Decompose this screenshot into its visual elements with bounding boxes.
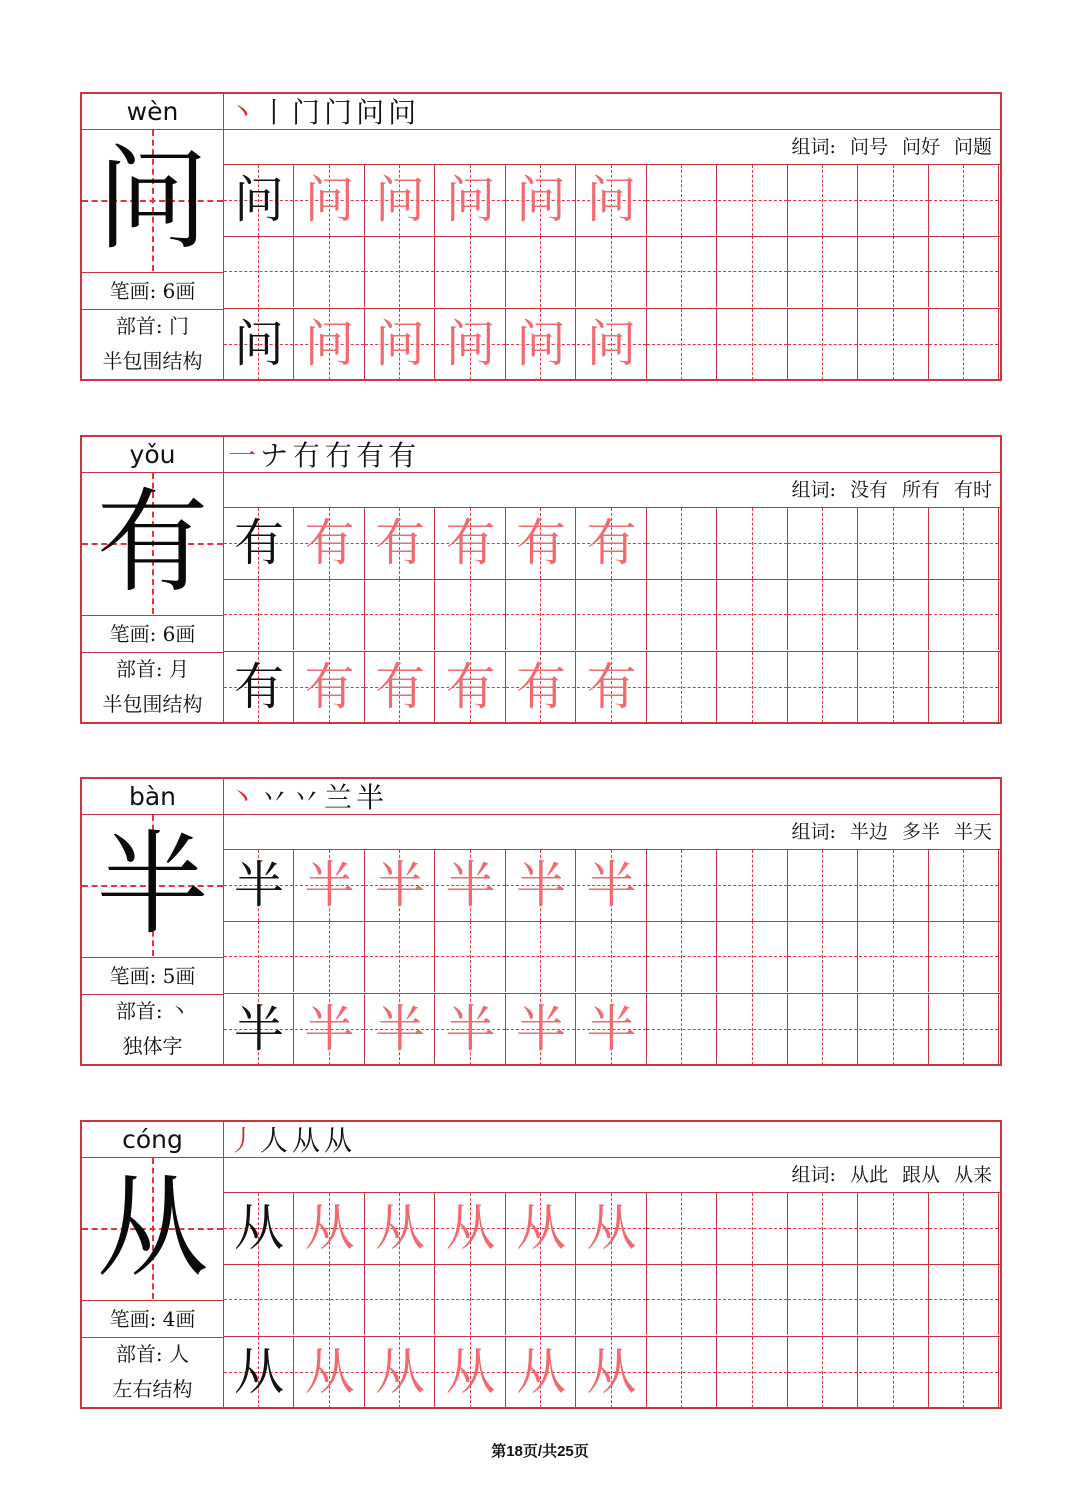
practice-cell[interactable] — [859, 236, 929, 307]
practice-cell[interactable] — [436, 236, 506, 307]
practice-cell[interactable] — [295, 850, 365, 921]
practice-cell[interactable] — [436, 1264, 506, 1335]
practice-cell[interactable] — [788, 994, 858, 1065]
practice-cell[interactable] — [859, 165, 929, 236]
trace-character: 半 — [445, 1000, 496, 1058]
trace-character: 从 — [375, 1343, 425, 1401]
practice-cell[interactable] — [859, 1337, 929, 1408]
trace-character: 半 — [304, 856, 355, 914]
practice-cell[interactable] — [859, 579, 929, 650]
practice-cell[interactable] — [859, 1193, 929, 1264]
model-character: 有 — [96, 478, 209, 608]
practice-cell[interactable] — [577, 921, 647, 992]
practice-cell[interactable] — [929, 165, 999, 236]
stroke-step: 丷 — [260, 781, 291, 814]
model-character-cell — [82, 1158, 223, 1299]
practice-cell[interactable] — [718, 652, 788, 723]
trace-character: 问 — [516, 171, 566, 229]
trace-character: 半 — [304, 1000, 355, 1058]
trace-character: 问 — [304, 315, 355, 373]
character-info-panel — [82, 779, 224, 1064]
stroke-step: 人 — [260, 1124, 291, 1157]
practice-cell[interactable] — [365, 165, 435, 236]
trace-character: 有 — [516, 658, 566, 716]
character-info-panel — [82, 437, 224, 722]
practice-cell[interactable] — [295, 165, 365, 236]
pinyin: bàn — [82, 779, 223, 815]
practice-area — [224, 94, 1000, 379]
practice-cell[interactable] — [718, 994, 788, 1065]
practice-cell[interactable] — [224, 850, 294, 921]
practice-cell[interactable] — [295, 236, 365, 307]
trace-character: 从 — [445, 1343, 496, 1401]
practice-cell[interactable] — [929, 652, 999, 723]
practice-model-character: 从 — [234, 1199, 284, 1257]
stroke-count: 笔画: 5画 — [82, 957, 223, 995]
trace-character: 有 — [586, 658, 637, 716]
practice-cell[interactable] — [859, 652, 929, 723]
practice-cell[interactable] — [295, 994, 365, 1065]
model-character-cell — [82, 130, 223, 271]
trace-character: 从 — [516, 1343, 566, 1401]
practice-cell[interactable] — [295, 1193, 365, 1264]
stroke-step: 从 — [292, 1124, 323, 1157]
stroke-count: 笔画: 6画 — [82, 272, 223, 310]
practice-cell[interactable] — [577, 1337, 647, 1408]
trace-character: 从 — [516, 1199, 566, 1257]
model-character-cell — [82, 473, 223, 614]
practice-cell[interactable] — [365, 1337, 435, 1408]
practice-cell[interactable] — [647, 236, 717, 307]
practice-cell[interactable] — [788, 1193, 858, 1264]
practice-cell[interactable] — [577, 508, 647, 579]
practice-model-character: 半 — [234, 856, 284, 914]
practice-grid — [224, 651, 1000, 723]
trace-character: 半 — [375, 856, 425, 914]
practice-cell[interactable] — [577, 1193, 647, 1264]
practice-cell[interactable] — [859, 921, 929, 992]
practice-cell[interactable] — [295, 579, 365, 650]
model-character: 从 — [96, 1163, 209, 1293]
practice-model-character: 问 — [234, 171, 284, 229]
practice-model-character: 从 — [234, 1343, 284, 1401]
practice-cell[interactable] — [506, 921, 576, 992]
practice-cell[interactable] — [436, 1193, 506, 1264]
practice-cell[interactable] — [788, 652, 858, 723]
practice-grid — [224, 308, 1000, 380]
structure: 左右结构 — [112, 1377, 193, 1401]
words-label: 组词: — [791, 136, 836, 158]
practice-cell[interactable] — [506, 850, 576, 921]
practice-cell[interactable] — [577, 1264, 647, 1335]
practice-cell[interactable] — [295, 309, 365, 380]
practice-cell[interactable] — [365, 236, 435, 307]
example-word: 多半 — [901, 821, 940, 843]
practice-cell[interactable] — [788, 508, 858, 579]
stroke-step: 一 — [228, 439, 259, 472]
practice-cell[interactable] — [929, 1193, 999, 1264]
practice-cell[interactable] — [224, 1337, 294, 1408]
trace-character: 半 — [586, 856, 637, 914]
stroke-step: 有 — [356, 439, 387, 472]
practice-cell[interactable] — [647, 994, 717, 1065]
example-word: 问好 — [901, 136, 940, 158]
pinyin: wèn — [82, 94, 223, 130]
practice-cell[interactable] — [224, 1264, 294, 1335]
practice-cell[interactable] — [577, 236, 647, 307]
trace-character: 问 — [445, 315, 496, 373]
practice-cell[interactable] — [647, 921, 717, 992]
practice-cell[interactable] — [365, 652, 435, 723]
practice-cell[interactable] — [295, 1264, 365, 1335]
practice-cell[interactable] — [506, 1337, 576, 1408]
stroke-step: 门 — [324, 96, 355, 129]
example-word: 半边 — [849, 821, 888, 843]
practice-cell[interactable] — [718, 1193, 788, 1264]
practice-cell[interactable] — [365, 850, 435, 921]
trace-character: 问 — [304, 171, 355, 229]
trace-character: 有 — [304, 514, 355, 572]
practice-cell[interactable] — [506, 994, 576, 1065]
word-examples — [224, 129, 1000, 165]
practice-cell[interactable] — [224, 652, 294, 723]
practice-cell[interactable] — [788, 309, 858, 380]
practice-cell[interactable] — [718, 165, 788, 236]
example-word: 半天 — [953, 821, 992, 843]
practice-area — [224, 1122, 1000, 1407]
stroke-step: 有 — [388, 439, 419, 472]
practice-cell[interactable] — [295, 508, 365, 579]
practice-cell[interactable] — [718, 850, 788, 921]
practice-cell[interactable] — [365, 1264, 435, 1335]
practice-cell[interactable] — [577, 994, 647, 1065]
practice-cell[interactable] — [436, 921, 506, 992]
trace-character: 有 — [304, 658, 355, 716]
words-label: 组词: — [791, 1164, 836, 1186]
practice-cell[interactable] — [929, 1337, 999, 1408]
trace-character: 有 — [375, 658, 425, 716]
practice-cell[interactable] — [506, 508, 576, 579]
word-examples — [224, 1157, 1000, 1193]
stroke-order — [228, 437, 420, 472]
practice-cell[interactable] — [929, 309, 999, 380]
words-label: 组词: — [791, 821, 836, 843]
practice-cell[interactable] — [929, 994, 999, 1065]
structure: 半包围结构 — [102, 349, 203, 373]
trace-character: 半 — [375, 1000, 425, 1058]
character-block — [80, 1120, 1002, 1409]
stroke-count: 笔画: 6画 — [82, 615, 223, 653]
practice-cell[interactable] — [436, 652, 506, 723]
practice-cell[interactable] — [577, 165, 647, 236]
practice-cell[interactable] — [929, 508, 999, 579]
character-block — [80, 777, 1002, 1066]
example-word: 跟从 — [901, 1164, 940, 1186]
trace-character: 问 — [445, 171, 496, 229]
word-examples — [224, 472, 1000, 508]
radical: 部首: 门 — [115, 314, 190, 338]
practice-cell[interactable] — [436, 508, 506, 579]
trace-character: 有 — [375, 514, 425, 572]
practice-cell[interactable] — [647, 508, 717, 579]
practice-cell[interactable] — [506, 652, 576, 723]
stroke-step: 丿 — [228, 1124, 259, 1157]
stroke-step: 半 — [356, 781, 387, 814]
stroke-step: 问 — [356, 96, 387, 129]
word-examples — [224, 814, 1000, 850]
example-word: 有时 — [953, 479, 992, 501]
practice-cell[interactable] — [506, 236, 576, 307]
practice-cell[interactable] — [436, 309, 506, 380]
practice-cell[interactable] — [718, 921, 788, 992]
practice-cell[interactable] — [577, 652, 647, 723]
practice-cell[interactable] — [647, 1337, 717, 1408]
example-word: 没有 — [849, 479, 888, 501]
practice-cell[interactable] — [859, 850, 929, 921]
stroke-order — [228, 779, 388, 814]
practice-cell[interactable] — [224, 508, 294, 579]
trace-character: 从 — [586, 1199, 637, 1257]
pinyin: yǒu — [82, 437, 223, 473]
model-character: 半 — [96, 820, 209, 950]
practice-cell[interactable] — [788, 165, 858, 236]
stroke-step: 问 — [388, 96, 419, 129]
practice-cell[interactable] — [859, 309, 929, 380]
trace-character: 问 — [375, 315, 425, 373]
example-word: 所有 — [901, 479, 940, 501]
practice-cell[interactable] — [859, 1264, 929, 1335]
stroke-order — [228, 94, 420, 129]
trace-character: 从 — [304, 1343, 355, 1401]
example-word: 问题 — [953, 136, 992, 158]
trace-character: 有 — [586, 514, 637, 572]
practice-cell[interactable] — [647, 1193, 717, 1264]
practice-cell[interactable] — [224, 994, 294, 1065]
model-character-cell — [82, 815, 223, 956]
stroke-step: 丨 — [260, 96, 291, 129]
practice-cell[interactable] — [718, 1337, 788, 1408]
practice-cell[interactable] — [788, 850, 858, 921]
practice-cell[interactable] — [859, 994, 929, 1065]
trace-character: 问 — [516, 315, 566, 373]
practice-cell[interactable] — [718, 309, 788, 380]
practice-model-character: 有 — [234, 514, 284, 572]
trace-character: 有 — [445, 658, 496, 716]
practice-cell[interactable] — [224, 579, 294, 650]
example-word: 从此 — [849, 1164, 888, 1186]
character-info-panel — [82, 1122, 224, 1407]
practice-cell[interactable] — [295, 921, 365, 992]
practice-cell[interactable] — [224, 1193, 294, 1264]
practice-cell[interactable] — [365, 994, 435, 1065]
trace-character: 从 — [375, 1199, 425, 1257]
radical: 部首: 丶 — [115, 999, 190, 1023]
structure: 半包围结构 — [102, 692, 203, 716]
practice-cell[interactable] — [929, 1264, 999, 1335]
stroke-step: 兰 — [324, 781, 355, 814]
trace-character: 半 — [586, 1000, 637, 1058]
trace-character: 有 — [445, 514, 496, 572]
practice-cell[interactable] — [788, 1264, 858, 1335]
practice-area — [224, 437, 1000, 722]
practice-cell[interactable] — [436, 994, 506, 1065]
trace-character: 半 — [516, 1000, 566, 1058]
practice-model-character: 半 — [234, 1000, 284, 1058]
practice-cell[interactable] — [577, 309, 647, 380]
character-info-panel — [82, 94, 224, 379]
practice-cell[interactable] — [224, 236, 294, 307]
stroke-step: 丶 — [228, 781, 259, 814]
practice-cell[interactable] — [788, 1337, 858, 1408]
practice-cell[interactable] — [436, 579, 506, 650]
practice-area — [224, 779, 1000, 1064]
stroke-count: 笔画: 4画 — [82, 1300, 223, 1338]
pinyin: cóng — [82, 1122, 223, 1158]
practice-cell[interactable] — [506, 579, 576, 650]
practice-cell[interactable] — [224, 165, 294, 236]
page-number: 第18页/共25页 — [491, 1443, 589, 1460]
practice-cell[interactable] — [647, 1264, 717, 1335]
practice-cell[interactable] — [929, 236, 999, 307]
practice-cell[interactable] — [506, 1193, 576, 1264]
practice-cell[interactable] — [365, 921, 435, 992]
stroke-step: 从 — [324, 1124, 355, 1157]
character-block — [80, 92, 1002, 381]
practice-grid — [224, 1336, 1000, 1408]
practice-cell[interactable] — [718, 579, 788, 650]
practice-grid — [224, 850, 1000, 992]
practice-cell[interactable] — [506, 309, 576, 380]
practice-grid — [224, 165, 1000, 307]
stroke-order — [228, 1122, 356, 1157]
practice-grid — [224, 993, 1000, 1065]
practice-model-character: 问 — [234, 315, 284, 373]
practice-cell[interactable] — [436, 850, 506, 921]
practice-cell[interactable] — [788, 579, 858, 650]
practice-cell[interactable] — [224, 921, 294, 992]
practice-cell[interactable] — [647, 309, 717, 380]
practice-cell[interactable] — [365, 508, 435, 579]
trace-character: 有 — [516, 514, 566, 572]
practice-grid — [224, 1193, 1000, 1335]
practice-cell[interactable] — [295, 1337, 365, 1408]
stroke-step: 冇 — [324, 439, 355, 472]
practice-cell[interactable] — [436, 1337, 506, 1408]
stroke-step: 丶 — [228, 96, 259, 129]
practice-cell[interactable] — [365, 309, 435, 380]
practice-grid — [224, 508, 1000, 650]
stroke-step: 丷 — [292, 781, 323, 814]
radical: 部首: 人 — [115, 1342, 190, 1366]
practice-cell[interactable] — [647, 850, 717, 921]
trace-character: 问 — [586, 315, 637, 373]
practice-cell[interactable] — [436, 165, 506, 236]
practice-cell[interactable] — [929, 579, 999, 650]
practice-cell[interactable] — [718, 1264, 788, 1335]
trace-character: 半 — [516, 856, 566, 914]
trace-character: 半 — [445, 856, 496, 914]
practice-cell[interactable] — [224, 309, 294, 380]
practice-cell[interactable] — [718, 236, 788, 307]
practice-cell[interactable] — [929, 850, 999, 921]
practice-cell[interactable] — [295, 652, 365, 723]
practice-cell[interactable] — [647, 652, 717, 723]
practice-cell[interactable] — [647, 165, 717, 236]
practice-cell[interactable] — [647, 579, 717, 650]
example-word: 从来 — [953, 1164, 992, 1186]
practice-cell[interactable] — [718, 508, 788, 579]
model-character: 问 — [96, 135, 209, 265]
practice-cell[interactable] — [859, 508, 929, 579]
radical: 部首: 月 — [115, 657, 190, 681]
practice-cell[interactable] — [365, 1193, 435, 1264]
stroke-step: ナ — [260, 439, 291, 472]
practice-cell[interactable] — [577, 579, 647, 650]
structure: 独体字 — [122, 1034, 183, 1058]
practice-cell[interactable] — [365, 579, 435, 650]
trace-character: 问 — [586, 171, 637, 229]
stroke-step: 门 — [292, 96, 323, 129]
practice-cell[interactable] — [506, 165, 576, 236]
practice-model-character: 有 — [234, 658, 284, 716]
practice-cell[interactable] — [788, 921, 858, 992]
stroke-step: 冇 — [292, 439, 323, 472]
practice-cell[interactable] — [788, 236, 858, 307]
words-label: 组词: — [791, 479, 836, 501]
character-block — [80, 435, 1002, 724]
practice-cell[interactable] — [929, 921, 999, 992]
example-word: 问号 — [849, 136, 888, 158]
trace-character: 从 — [445, 1199, 496, 1257]
practice-cell[interactable] — [577, 850, 647, 921]
trace-character: 从 — [304, 1199, 355, 1257]
trace-character: 问 — [375, 171, 425, 229]
trace-character: 从 — [586, 1343, 637, 1401]
practice-cell[interactable] — [506, 1264, 576, 1335]
